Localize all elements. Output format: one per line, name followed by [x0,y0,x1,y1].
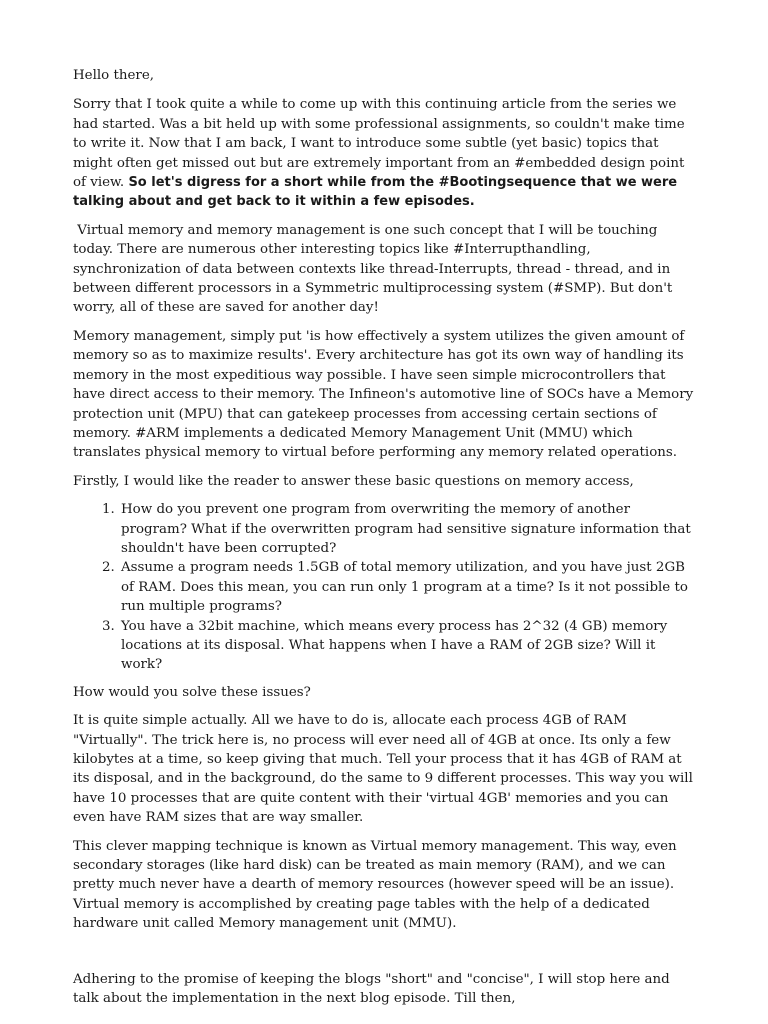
virtual-memory-paragraph: Virtual memory and memory management is one such concept that I will be touching today. There are numerous other interesting topics like #Interrupthandling, synchronization of data between contexts like thread-Interrupts, thread - thread, and in between different processors in a Symmetric multiprocessing system (#SMP). But don't worry, all of these are saved for another day! [73,222,677,316]
intro-bold-text: So let's digress for a short while from the #Bootingsequence that we were talking about and get back to it within a few episodes. [73,175,678,210]
solve-question-paragraph: How would you solve these issues? [73,684,311,700]
mapping-technique-paragraph: This clever mapping technique is known as Virtual memory management. This way, even secondary storages (like hard disk) can be treated as main memory (RAM), and we can pretty much never have a dearth of memory resources (however speed will be an issue). Virtual memory is accomplished by creating page tables with the help of a dedicated hardware unit called Memory management unit (MMU). [73,838,677,932]
question-item: 3. You have a 32bit machine, which means every process has 2^32 (4 GB) memory locations at its disposal. What happens when I have a RAM of 2GB size? Will it work? [119,617,697,675]
question-item: 2. Assume a program needs 1.5GB of total memory utilization, and you have just 2GB of RAM. Does this mean, you can run only 1 program at a time? Is it not possible to run multiple programs? [119,558,697,616]
questions-list [73,500,697,675]
intro-paragraph [73,95,697,211]
document-body [73,66,697,1017]
closing-paragraph: Adhering to the promise of keeping the blogs "short" and "concise", I will stop here and talk about the implementation in the next blog episode. Till then, [73,971,670,1007]
questions-intro-paragraph: Firstly, I would like the reader to answer these basic questions on memory access, [73,473,634,489]
memory-management-paragraph: Memory management, simply put 'is how effectively a system utilizes the given amount of memory so as to maximize results'. Every architecture has got its own way of handling its memory in the most expeditious way possible. I have seen simple microcontrollers that have direct access to their memory. The Infineon's automotive line of SOCs have a Memory protection unit (MPU) that can gatekeep processes from accessing certain sections of memory. #ARM implements a dedicated Memory Management Unit (MMU) which translates physical memory to virtual before performing any memory related operations. [73,328,694,461]
simple-solution-paragraph: It is quite simple actually. All we have to do is, allocate each process 4GB of RAM "Virtually". The trick here is, no process will ever need all of 4GB at once. Its only a few kilobytes at a time, so keep giving that much. Tell your process that it has 4GB of RAM at its disposal, and in the background, do the same to 9 different processes. This way you will have 10 processes that are quite content with their 'virtual 4GB' memories and you can even have RAM sizes that are way smaller. [73,713,693,826]
greeting: Hello there, [73,68,154,83]
question-item: 1. How do you prevent one program from overwriting the memory of another program? What if the overwritten program had sensitive signature information that shouldn't have been corrupted? [119,500,697,558]
blank-space [73,943,697,970]
intro-text: Sorry that I took quite a while to come up with this continuing article from the series we had started. Was a bit held up with some professional assignments, so couldn't make time to write it. Now that I am back, I want to introduce some subtle (yet basic) topics that might often get missed out but are extremely important from an #embedded design point of view. [73,97,685,191]
